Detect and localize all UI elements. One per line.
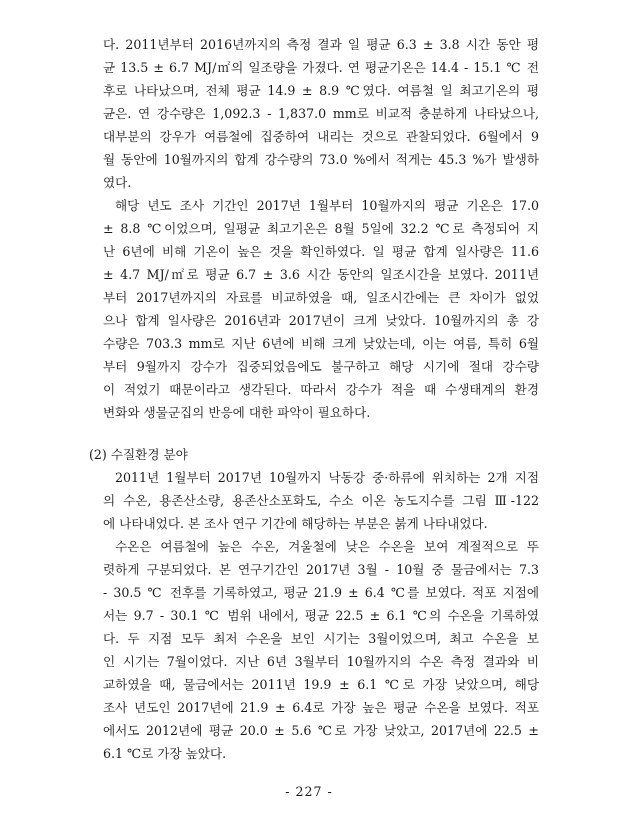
text-line: 수온은 여름철에 높은 수온, 겨울철에 낮은 수온을 보여 계절적으로 뚜 xyxy=(115,539,539,554)
text-line: 였다. xyxy=(103,175,132,190)
text-line: 난 6년에 비해 기온이 높은 것을 확인하였다. 일 평균 합계 일사량은 11.6 xyxy=(103,244,539,259)
text-line: 다. 두 지점 모두 최저 수온을 보인 시기는 3월이었으며, 최고 수온을 보 xyxy=(103,631,539,646)
text-line: 월 동안에 10월까지의 합계 강수량의 73.0 %에서 적게는 45.3 %가 발생하 xyxy=(103,152,539,167)
text-line: 후로 나타났으며, 전체 평균 14.9 ± 8.9 ℃였다. 여름철 일 최고기온의 평 xyxy=(103,83,539,98)
text-line: 6.1 ℃로 가장 높았다. xyxy=(103,746,227,761)
text-line: 에서도 2012년에 평균 20.0 ± 5.6 ℃로 가장 낮았고, 2017년에 22.5 ± xyxy=(103,723,539,738)
text-line: 의 수온, 용존산소량, 용존산소포화도, 수소 이온 농도지수를 그림 Ⅲ-122 xyxy=(103,493,539,508)
section-heading: (2) 수질환경 분야 xyxy=(89,447,188,462)
text-line: 균은. 연 강수량은 1,092.3 - 1,837.0 mm로 비교적 충분하게 나타났으나, xyxy=(103,106,539,121)
text-line: 부터 9월까지 강수가 집중되었음에도 불구하고 해당 시기에 절대 강수량 xyxy=(103,359,539,374)
text-line: 다. 2011년부터 2016년까지의 측정 결과 일 평균 6.3 ± 3.8 시간 동안 평 xyxy=(103,37,539,52)
text-line: ± 8.8 ℃이었으며, 일평균 최고기온은 8월 5일에 32.2 ℃로 측정되어 지 xyxy=(103,221,539,236)
text-line: 교하였을 때, 물금에서는 2011년 19.9 ± 6.1 ℃로 가장 낮았으며, 해당 xyxy=(103,677,539,692)
text-line: 2011년 1월부터 2017년 10월까지 낙동강 중·하류에 위치하는 2개 지점 xyxy=(115,470,539,485)
page-number: - 227 - xyxy=(285,784,333,799)
text-line: 대부분의 강우가 여름철에 집중하여 내리는 것으로 관찰되었다. 6월에서 9 xyxy=(103,129,539,144)
text-line: 인 시기는 7월이었다. 지난 6년 3월부터 10월까지의 수온 측정 결과와 비 xyxy=(103,654,539,669)
text-line: 균 13.5 ± 6.7 MJ/㎡의 일조량을 가졌다. 연 평균기온은 14.4 - 15.1 ℃ 전 xyxy=(103,60,539,75)
text-line: 이 적었기 때문이라고 생각된다. 따라서 강수가 적을 때 수생태계의 환경 xyxy=(103,382,539,397)
text-line: 부터 2017년까지의 자료를 비교하였을 때, 일조시간에는 큰 차이가 없었 xyxy=(103,290,539,305)
text-line: 해당 년도 조사 기간인 2017년 1월부터 10월까지의 평균 기온은 17.0 xyxy=(115,198,539,213)
text-line: 에 나타내었다. 본 조사 연구 기간에 해당하는 부분은 붉게 나타내었다. xyxy=(103,516,488,531)
text-line: ± 4.7 MJ/㎡로 평균 6.7 ± 3.6 시간 동안의 일조시간을 보였다. 2011년 xyxy=(103,267,539,282)
text-line: 서는 9.7 - 30.1 ℃ 범위 내에서, 평균 22.5 ± 6.1 ℃의 수온을 기록하였 xyxy=(103,608,539,623)
text-line: 변화와 생물군집의 반응에 대한 파악이 필요하다. xyxy=(103,405,371,420)
text-line: - 30.5 ℃ 전후를 기록하였고, 평균 21.9 ± 6.4 ℃를 보였다. 적포 지점에 xyxy=(103,585,539,600)
text-line: 조사 년도인 2017년에 21.9 ± 6.4로 가장 높은 평균 수온을 보였다. 적포 xyxy=(103,700,539,715)
text-line: 수량은 703.3 mm로 지난 6년에 비해 크게 낮았는데, 이는 여름, 특히 6월 xyxy=(103,336,539,351)
text-line: 렷하게 구분되었다. 본 연구기간인 2017년 3월 - 10월 중 물금에서는 7.3 xyxy=(103,562,539,577)
text-line: 으나 합계 일사량은 2016년과 2017년이 크게 낮았다. 10월까지의 총 강 xyxy=(103,313,539,328)
